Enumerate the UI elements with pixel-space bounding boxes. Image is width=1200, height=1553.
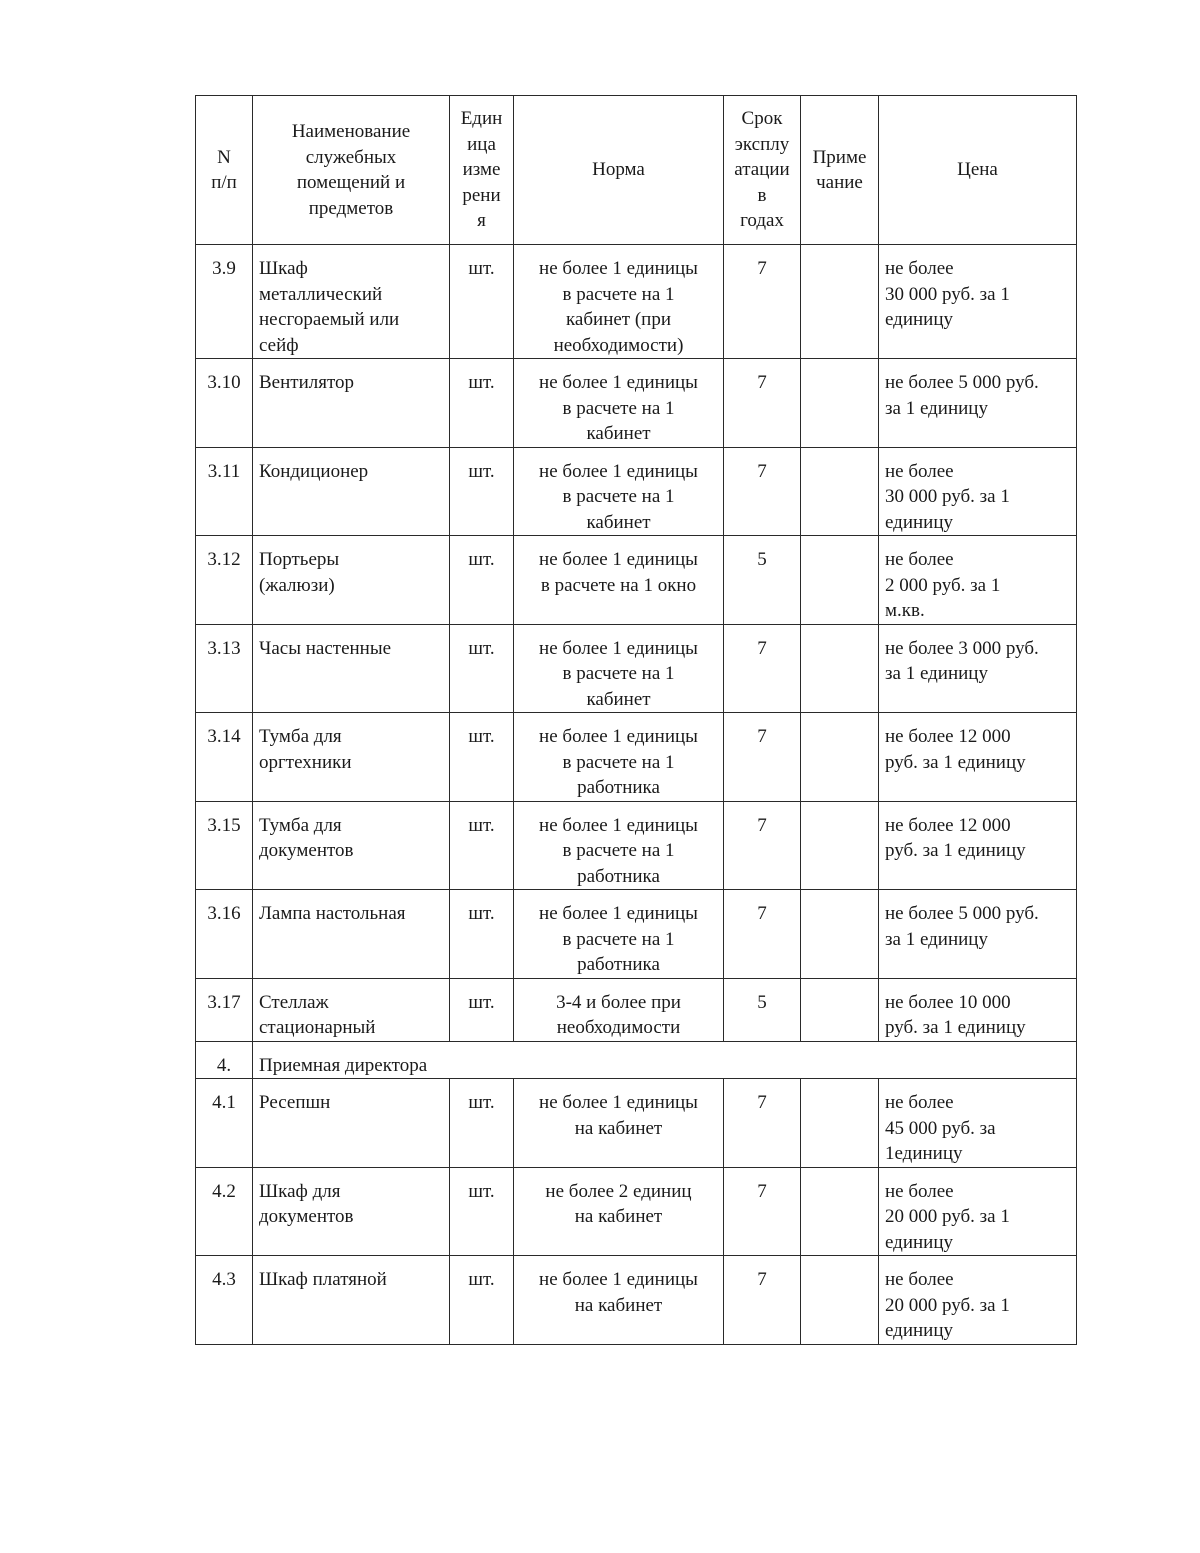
cell-norm: не более 1 единицы в расчете на 1 кабинет xyxy=(514,447,724,536)
table-row xyxy=(196,1167,1077,1256)
cell-norm: не более 2 единиц на кабинет xyxy=(514,1167,724,1256)
header-norm: Норма xyxy=(514,96,724,245)
cell-service-life: 5 xyxy=(724,536,801,625)
header-note: Приме чание xyxy=(801,96,879,245)
cell-service-life: 7 xyxy=(724,624,801,713)
header-unit: Един ица изме рени я xyxy=(450,96,514,245)
table-row xyxy=(196,359,1077,448)
cell-number: 3.17 xyxy=(196,978,253,1041)
header-price: Цена xyxy=(879,96,1077,245)
table-row xyxy=(196,713,1077,802)
cell-note xyxy=(801,624,879,713)
table-row xyxy=(196,447,1077,536)
header-number: N п/п xyxy=(196,96,253,245)
cell-unit: шт. xyxy=(450,624,514,713)
cell-name: Тумба для оргтехники xyxy=(253,713,450,802)
cell-unit: шт. xyxy=(450,1079,514,1168)
cell-price: не более 30 000 руб. за 1 единицу xyxy=(879,447,1077,536)
table-row xyxy=(196,624,1077,713)
cell-number: 3.15 xyxy=(196,801,253,890)
cell-price: не более 5 000 руб. за 1 единицу xyxy=(879,359,1077,448)
cell-name: Часы настенные xyxy=(253,624,450,713)
cell-service-life: 7 xyxy=(724,447,801,536)
cell-name: Вентилятор xyxy=(253,359,450,448)
cell-norm: 3-4 и более при необходимости xyxy=(514,978,724,1041)
cell-service-life: 5 xyxy=(724,978,801,1041)
cell-unit: шт. xyxy=(450,447,514,536)
cell-price: не более 30 000 руб. за 1 единицу xyxy=(879,245,1077,359)
cell-unit: шт. xyxy=(450,1167,514,1256)
cell-norm: не более 1 единицы в расчете на 1 работника xyxy=(514,890,724,979)
cell-service-life: 7 xyxy=(724,359,801,448)
table-row xyxy=(196,1079,1077,1168)
cell-note xyxy=(801,245,879,359)
header-service-life: Срок эксплу атации в годах xyxy=(724,96,801,245)
table-row xyxy=(196,801,1077,890)
cell-unit: шт. xyxy=(450,978,514,1041)
cell-service-life: 7 xyxy=(724,1079,801,1168)
cell-note xyxy=(801,1167,879,1256)
cell-norm: не более 1 единицы в расчете на 1 кабинет xyxy=(514,624,724,713)
cell-name: Шкаф платяной xyxy=(253,1256,450,1345)
cell-number: 4.2 xyxy=(196,1167,253,1256)
cell-norm: не более 1 единицы в расчете на 1 кабинет (при необходимости) xyxy=(514,245,724,359)
header-name: Наименование служебных помещений и предметов xyxy=(253,96,450,245)
cell-note xyxy=(801,359,879,448)
cell-number: 3.9 xyxy=(196,245,253,359)
norms-table xyxy=(195,95,1077,1345)
cell-number: 3.10 xyxy=(196,359,253,448)
table-row xyxy=(196,890,1077,979)
cell-price: не более 12 000 руб. за 1 единицу xyxy=(879,713,1077,802)
cell-unit: шт. xyxy=(450,713,514,802)
cell-norm: не более 1 единицы на кабинет xyxy=(514,1079,724,1168)
cell-service-life: 7 xyxy=(724,245,801,359)
cell-name: Шкаф металлический несгораемый или сейф xyxy=(253,245,450,359)
cell-price: не более 5 000 руб. за 1 единицу xyxy=(879,890,1077,979)
cell-norm: не более 1 единицы в расчете на 1 работника xyxy=(514,713,724,802)
cell-unit: шт. xyxy=(450,1256,514,1345)
cell-note xyxy=(801,890,879,979)
section-row xyxy=(196,1041,1077,1079)
cell-name: Ресепшн xyxy=(253,1079,450,1168)
cell-name: Портьеры (жалюзи) xyxy=(253,536,450,625)
cell-price: не более 2 000 руб. за 1 м.кв. xyxy=(879,536,1077,625)
cell-note xyxy=(801,801,879,890)
cell-number: 4.3 xyxy=(196,1256,253,1345)
section-title: Приемная директора xyxy=(253,1041,1077,1079)
table-row xyxy=(196,245,1077,359)
cell-number: 3.11 xyxy=(196,447,253,536)
cell-note xyxy=(801,447,879,536)
cell-unit: шт. xyxy=(450,890,514,979)
cell-number: 3.14 xyxy=(196,713,253,802)
cell-price: не более 20 000 руб. за 1 единицу xyxy=(879,1167,1077,1256)
cell-number: 4.1 xyxy=(196,1079,253,1168)
cell-service-life: 7 xyxy=(724,890,801,979)
cell-price: не более 45 000 руб. за 1единицу xyxy=(879,1079,1077,1168)
cell-note xyxy=(801,536,879,625)
cell-unit: шт. xyxy=(450,359,514,448)
cell-unit: шт. xyxy=(450,536,514,625)
section-number: 4. xyxy=(196,1041,253,1079)
cell-unit: шт. xyxy=(450,801,514,890)
cell-number: 3.12 xyxy=(196,536,253,625)
cell-service-life: 7 xyxy=(724,1167,801,1256)
cell-norm: не более 1 единицы в расчете на 1 окно xyxy=(514,536,724,625)
cell-name: Шкаф для документов xyxy=(253,1167,450,1256)
cell-note xyxy=(801,1079,879,1168)
cell-norm: не более 1 единицы на кабинет xyxy=(514,1256,724,1345)
cell-note xyxy=(801,978,879,1041)
table-row xyxy=(196,536,1077,625)
table-row xyxy=(196,1256,1077,1345)
cell-note xyxy=(801,1256,879,1345)
cell-price: не более 10 000 руб. за 1 единицу xyxy=(879,978,1077,1041)
table-row xyxy=(196,978,1077,1041)
cell-number: 3.16 xyxy=(196,890,253,979)
cell-number: 3.13 xyxy=(196,624,253,713)
cell-name: Кондиционер xyxy=(253,447,450,536)
cell-service-life: 7 xyxy=(724,713,801,802)
cell-name: Лампа настольная xyxy=(253,890,450,979)
cell-unit: шт. xyxy=(450,245,514,359)
cell-price: не более 12 000 руб. за 1 единицу xyxy=(879,801,1077,890)
cell-price: не более 3 000 руб. за 1 единицу xyxy=(879,624,1077,713)
cell-norm: не более 1 единицы в расчете на 1 кабинет xyxy=(514,359,724,448)
cell-norm: не более 1 единицы в расчете на 1 работника xyxy=(514,801,724,890)
table-header-row xyxy=(196,96,1077,245)
cell-note xyxy=(801,713,879,802)
cell-service-life: 7 xyxy=(724,801,801,890)
cell-price: не более 20 000 руб. за 1 единицу xyxy=(879,1256,1077,1345)
cell-service-life: 7 xyxy=(724,1256,801,1345)
cell-name: Стеллаж стационарный xyxy=(253,978,450,1041)
cell-name: Тумба для документов xyxy=(253,801,450,890)
